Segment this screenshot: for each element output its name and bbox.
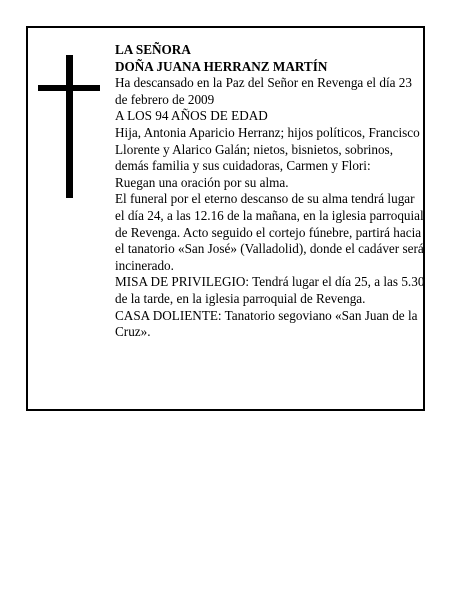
cross-horizontal-bar (38, 85, 100, 91)
obituary-notice (26, 26, 425, 411)
funeral-line: El funeral por el eterno descanso de su alma tendrá lugar el día 24, a las 12.16 de la mañana, en la iglesia parroquial de Revenga. Acto seguido el cortejo fúnebre, partirá hacia el tanatorio «San José» (Valladolid), donde el cadáver será incinerado. (115, 191, 424, 273)
obituary-text (115, 42, 427, 341)
cross-vertical-bar (66, 55, 73, 198)
deceased-name: DOÑA JUANA HERRANZ MARTÍN (115, 58, 328, 74)
age-line: A LOS 94 AÑOS DE EDAD (115, 108, 268, 124)
mass-line: MISA DE PRIVILEGIO: Tendrá lugar el día 25, a las 5.30 de la tarde, en la iglesia parroquial de Revenga. (115, 274, 425, 306)
title-line-1: LA SEÑORA (115, 42, 191, 57)
rested-line: Ha descansado en la Paz del Señor en Revenga el día 23 de febrero de 2009 (115, 75, 412, 107)
family-line: Hija, Antonia Aparicio Herranz; hijos políticos, Francisco Llorente y Alarico Galán; nietos, bisnietos, sobrinos, demás familia y sus cuidadoras, Carmen y Flori: (115, 124, 420, 174)
house-line: CASA DOLIENTE: Tanatorio segoviano «San Juan de la Cruz». (115, 307, 418, 340)
prayer-line: Ruegan una oración por su alma. (115, 174, 289, 190)
